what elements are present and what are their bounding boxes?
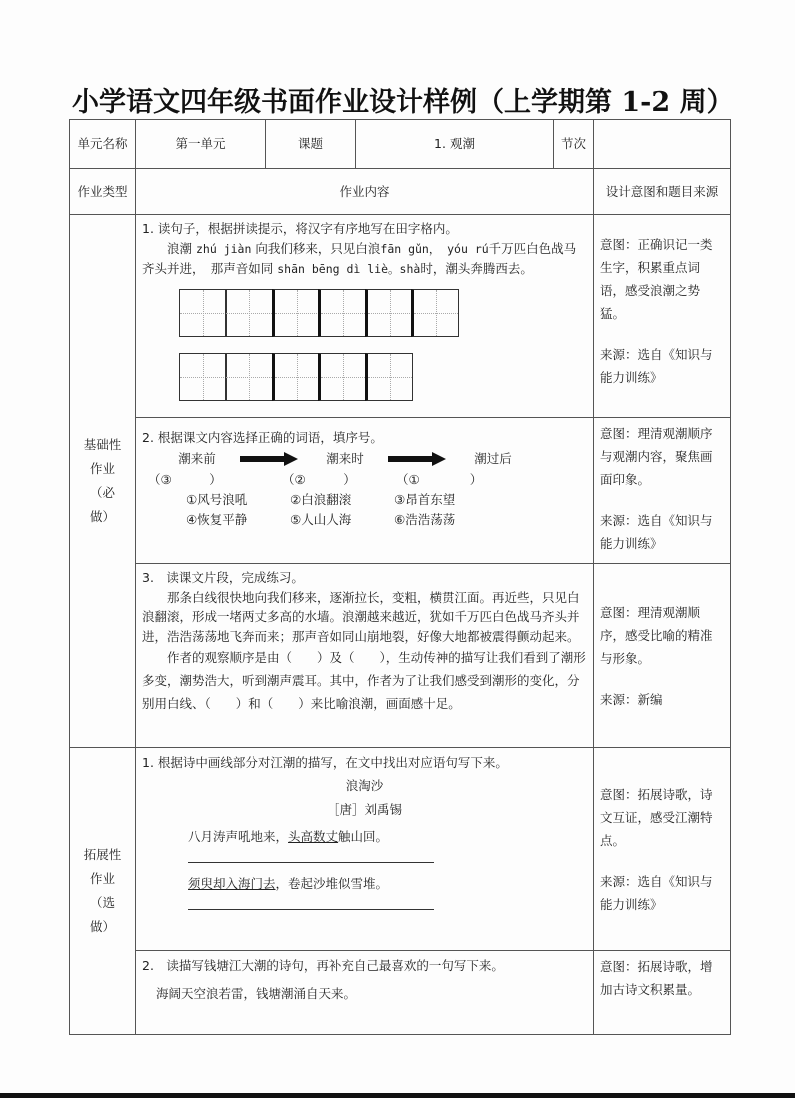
extended-q2-intent	[594, 951, 731, 1035]
option: ⑥浩浩荡荡	[394, 512, 456, 527]
tianzige-box[interactable]	[411, 289, 459, 337]
stage-before: 潮来前	[178, 451, 216, 466]
type-line: （选	[89, 895, 115, 910]
stage-after: 潮过后	[474, 451, 512, 466]
basic-q1-content	[136, 215, 594, 418]
type-line: 作业	[89, 461, 115, 476]
topic-value: 1. 观潮	[356, 120, 554, 169]
section-label: 节次	[554, 120, 594, 169]
option-list	[186, 490, 587, 530]
tianzige-box[interactable]	[318, 289, 366, 337]
extended-q2-content	[136, 951, 594, 1035]
page-title: 小学语文四年级书面作业设计样例（上学期第 1-2 周）	[72, 87, 734, 118]
intent-text: 意图：理清观潮顺序，感受比喻的精准与形象。	[600, 604, 713, 666]
tianzige-row-2	[180, 353, 593, 401]
header-row	[70, 120, 731, 169]
poem-author: ［唐］刘禹锡	[326, 802, 402, 817]
tianzige-box[interactable]	[225, 289, 273, 337]
option: ②白浪翻滚	[290, 492, 352, 507]
col-content: 作业内容	[136, 169, 594, 215]
extended-q1-intent	[594, 748, 731, 951]
q1-text: 浪潮 zhú jiàn 向我们移来，只见白浪fān gǔn， yóu rú千万匹白色战马齐头并进， 那声音如同 shān bēng dì liè。shà时，潮头奔腾西去。	[142, 241, 577, 276]
tianzige-box[interactable]	[365, 353, 413, 401]
basic-q3-content	[136, 564, 594, 748]
unit-label: 单元名称	[70, 120, 136, 169]
option: ⑤人山人海	[290, 512, 352, 527]
answer-line[interactable]	[188, 895, 434, 910]
tianzige-box[interactable]	[225, 353, 273, 401]
source-text: 来源：选自《知识与能力训练》	[600, 347, 713, 385]
type-line: 做）	[89, 509, 115, 524]
option: ①风号浪吼	[186, 492, 248, 507]
intent-text: 意图：拓展诗歌，诗文互证，感受江潮特点。	[600, 786, 713, 848]
column-header-row	[70, 169, 731, 215]
poem-title: 浪淘沙	[345, 778, 384, 793]
tianzige-box[interactable]	[179, 289, 227, 337]
bottom-border	[0, 1093, 795, 1098]
homework-table	[69, 119, 731, 1035]
answer-blank[interactable]: （① ）	[396, 472, 483, 487]
basic-q1-row	[70, 215, 731, 418]
type-line: 作业	[89, 871, 115, 886]
answer-line[interactable]	[188, 848, 434, 863]
q3-prompt: 3. 读课文片段，完成练习。	[142, 570, 304, 585]
poem-line-2: 须臾却入海门去，卷起沙堆似雪堆。	[188, 876, 389, 891]
type-line: 拓展性	[83, 847, 122, 862]
answer-blank[interactable]: （③ ）	[148, 472, 222, 487]
type-line: 做）	[89, 919, 115, 934]
extended-type-cell	[70, 748, 136, 1035]
basic-type-cell	[70, 215, 136, 748]
q3-exercise: 作者的观察顺序是由（ ）及（ ），生动传神的描写让我们看到了潮形多变，潮势浩大，听到潮声震耳。其中，作者为了让我们感受到潮形的变化，分别用白线、（ ）和（ ）来比喻浪潮，画面感十足。	[142, 650, 586, 711]
tianzige-box[interactable]	[272, 353, 320, 401]
type-line: 基础性	[83, 437, 122, 452]
q1-prompt: 1. 读句子，根据拼读提示，将汉字有序地写在田字格内。	[142, 221, 458, 236]
basic-q2-content	[136, 418, 594, 564]
section-value	[594, 120, 731, 169]
q2-prompt: 2. 根据课文内容选择正确的词语，填序号。	[142, 430, 383, 445]
unit-value: 第一单元	[136, 120, 266, 169]
intent-text: 意图：正确识记一类生字，积累重点词语，感受浪潮之势猛。	[600, 237, 713, 321]
source-text: 来源：选自《知识与能力训练》	[600, 513, 713, 551]
source-text: 来源：选自《知识与能力训练》	[600, 873, 713, 912]
stage-flow	[162, 448, 587, 470]
basic-q2-row	[70, 418, 731, 564]
stage-during: 潮来时	[326, 451, 364, 466]
tianzige-box[interactable]	[365, 289, 413, 337]
basic-q3-row	[70, 564, 731, 748]
option: ③昂首东望	[394, 492, 456, 507]
tianzige-box[interactable]	[272, 289, 320, 337]
intent-text: 意图：拓展诗歌，增加古诗文积累量。	[600, 959, 713, 997]
basic-q3-intent	[594, 564, 731, 748]
extended-q1-content	[136, 748, 594, 951]
extended-q1-row	[70, 748, 731, 951]
option: ④恢复平静	[186, 512, 248, 527]
ext-q1-prompt: 1. 根据诗中画线部分对江潮的描写，在文中找出对应语句写下来。	[142, 755, 508, 770]
arrow-right-icon	[388, 448, 450, 470]
arrow-right-icon	[240, 448, 302, 470]
tianzige-row-1	[180, 289, 593, 337]
answer-row	[148, 470, 587, 490]
verse: 海阔天空浪若雷，钱塘潮涌自天来。	[156, 986, 357, 1001]
type-line: （必	[89, 485, 115, 500]
topic-label: 课题	[266, 120, 356, 169]
col-intent: 设计意图和题目来源	[594, 169, 731, 215]
col-type: 作业类型	[70, 169, 136, 215]
basic-q2-intent	[594, 418, 731, 564]
extended-q2-row	[70, 951, 731, 1035]
tianzige-box[interactable]	[179, 353, 227, 401]
intent-text: 意图：理清观潮顺序与观潮内容，聚焦画面印象。	[600, 426, 713, 487]
source-text: 来源：新编	[600, 691, 663, 707]
answer-blank[interactable]: （② ）	[282, 472, 356, 487]
poem-line-1: 八月涛声吼地来，头高数丈触山回。	[188, 829, 389, 844]
q3-passage: 那条白线很快地向我们移来，逐渐拉长，变粗，横贯江面。再近些，只见白浪翻滚，形成一堵两丈多高的水墙。浪潮越来越近，犹如千万匹白色战马齐头并进，浩浩荡荡地飞奔而来；那声音如同山崩地裂，好像大地都被震得颤动起来。	[142, 589, 580, 644]
basic-q1-intent	[594, 215, 731, 418]
tianzige-box[interactable]	[318, 353, 366, 401]
ext-q2-prompt: 2. 读描写钱塘江大潮的诗句，再补充自己最喜欢的一句写下来。	[142, 958, 504, 973]
